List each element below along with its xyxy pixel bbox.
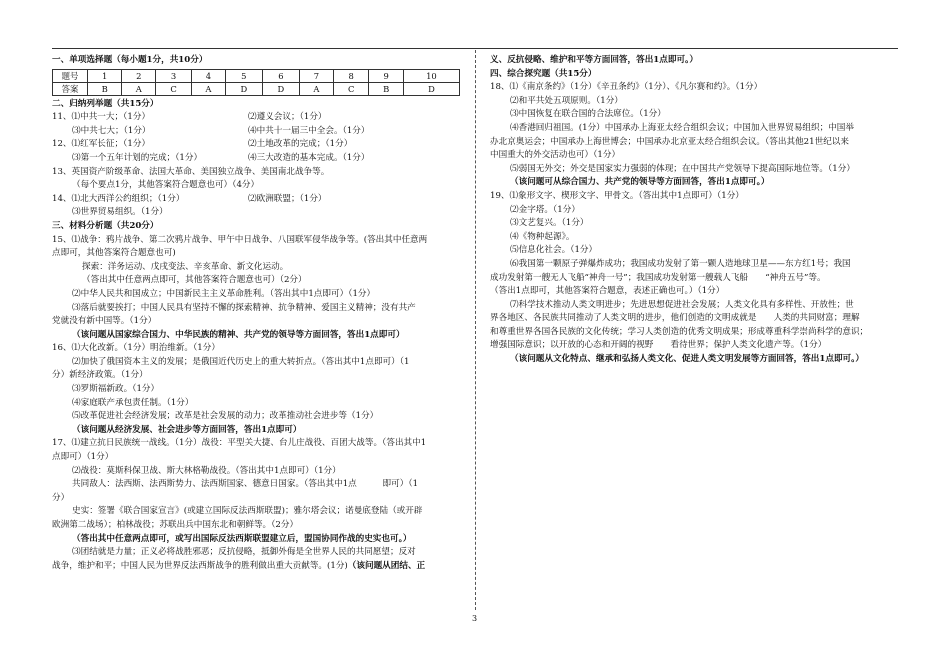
section3-title: 三、材料分析题（共20分） bbox=[52, 220, 159, 231]
answer-line: 17、⑴建立抗日民族统一战线。（1分）战役：平型关大捷、台儿庄战役、百团大战等。（答出其中1 bbox=[52, 438, 427, 449]
answer-line: ⑵金字塔。（1分） bbox=[510, 204, 580, 215]
answer-note: （该问题从国家综合国力、中华民族的精神、共产党的领导等方面回答，答出1点即可） bbox=[72, 329, 405, 340]
answer-line: ⑺科学技术推动人类文明进步；先进思想促进社会发展；人类文化具有多样性、开放性；世 bbox=[510, 299, 854, 310]
page-number: 3 bbox=[472, 614, 478, 623]
answer-line: 11、⑴中共一大；（1分） bbox=[52, 112, 151, 123]
section2-title: 二、归纳列举题（共15分） bbox=[52, 98, 159, 109]
answer-line: ⑶第一个五年计划的完成；（1分） bbox=[72, 152, 203, 163]
answer-note: （该问题可从综合国力、共产党的领导等方面回答，答出1点即可。） bbox=[510, 177, 770, 188]
answer-line: 探索：洋务运动、戊戌变法、辛亥革命、新文化运动。 bbox=[82, 261, 289, 272]
answer-line: ⑵遵义会议；（1分） bbox=[248, 112, 327, 123]
answer-table bbox=[52, 69, 460, 96]
answer-line: ⑶落后就要挨打；中国人民具有坚持不懈的探索精神、抗争精神、爱国主义精神；没有共产 bbox=[72, 302, 416, 313]
answer-line: ⑵中华人民共和国成立；中国新民主主义革命胜利。（答出其中1点即可）（1分） bbox=[72, 288, 376, 299]
answer-line: 共同敌人：法西斯、法西斯势力、法西斯国家、德意日国家。（答出其中1点 即可）（1 bbox=[72, 479, 419, 490]
table-cell: C bbox=[333, 82, 369, 95]
answer-line: ⑷香港回归祖国。(1分）中国承办上海亚太经合组织会议；中国加入世界贸易组织；中国举 bbox=[510, 122, 854, 133]
table-row-numbers bbox=[53, 69, 460, 82]
answer-line: ⑶中共七大；（1分） bbox=[72, 125, 151, 136]
table-cell: D bbox=[225, 82, 262, 95]
table-cell: A bbox=[122, 82, 156, 95]
q12-row2 bbox=[52, 152, 462, 166]
table-cell: 1 bbox=[88, 69, 122, 82]
table-cell: A bbox=[299, 82, 333, 95]
table-cell: 7 bbox=[299, 69, 333, 82]
answer-line: ⑷中共十一届三中全会。（1分） bbox=[248, 125, 370, 136]
table-cell: 10 bbox=[403, 69, 459, 82]
top-rule bbox=[52, 48, 898, 49]
answer-line: 点即可）（1分） bbox=[52, 452, 114, 463]
answer-line: 分） bbox=[52, 492, 70, 503]
answer-line: ⑵土地改革的完成；（1分） bbox=[248, 139, 353, 150]
answer-line: ⑶中国恢复在联合国的合法席位。（1分） bbox=[510, 109, 666, 120]
answer-line: （答出其中任意两点即可，其他答案符合题意也可）（2分） bbox=[82, 275, 307, 286]
table-cell: 2 bbox=[122, 69, 156, 82]
table-cell: 8 bbox=[333, 69, 369, 82]
right-column bbox=[490, 54, 900, 367]
answer-line: ⑶罗斯福新政。（1分） bbox=[72, 384, 160, 395]
answer-line: ⑵战役：莫斯科保卫战、斯大林格勒战役。（答出其中1点即可）（1分） bbox=[72, 465, 341, 476]
answer-line-mixed bbox=[52, 560, 462, 574]
answer-line: 14、⑴北大西洋公约组织；（1分） bbox=[52, 193, 185, 204]
table-cell: 6 bbox=[262, 69, 299, 82]
table-label-answer: 答案 bbox=[53, 82, 88, 95]
table-cell: 9 bbox=[369, 69, 403, 82]
table-cell: A bbox=[191, 82, 225, 95]
answer-line: 18、⑴《南京条约》（1分）《辛丑条约》（1分）、《凡尔赛和约》。（1分） bbox=[490, 82, 763, 93]
answer-line: 史实：签署《联合国家宣言》(或建立国际反法西斯联盟)；雅尔塔会议；诺曼底登陆（或开辟 bbox=[72, 506, 423, 517]
table-cell: 5 bbox=[225, 69, 262, 82]
table-cell: B bbox=[369, 82, 403, 95]
answer-note: （该问题从文化特点、继承和弘扬人类文化、促进人类文明发展等方面回答，答出1点即可。） bbox=[510, 354, 865, 365]
section4-title: 四、综合探究题（共15分） bbox=[490, 68, 597, 79]
answer-note: （该问题从团结、正 bbox=[347, 560, 426, 571]
answer-line: 办北京奥运会；中国承办上海世博会；中国承办北京亚太经合组织会议。（答出其他21世纪以来 bbox=[490, 136, 849, 147]
answer-line: ⑷《物种起源》。 bbox=[510, 231, 575, 242]
answer-line: ⑶团结就是力量；正义必将战胜邪恶；反抗侵略，抵御外侮是全世界人民的共同愿望；反对 bbox=[72, 547, 416, 558]
answer-line: ⑸信息化社会。（1分） bbox=[510, 245, 598, 256]
q14-row1 bbox=[52, 193, 462, 207]
answer-line: 界各地区、各民族共同推动了人类文明的进步，他们创造的文明成就是 人类的共同财富；理解 bbox=[490, 313, 860, 324]
table-cell: C bbox=[156, 82, 192, 95]
answer-line: ⑵欧洲联盟；（1分） bbox=[248, 193, 327, 204]
answer-line: ⑸改革促进社会经济发展；改革是社会发展的动力；改革推动社会进步等（1分） bbox=[72, 411, 379, 422]
answer-note: 义、反抗侵略、维护和平等方面回答，答出1点即可。） bbox=[490, 55, 698, 65]
q11-row1 bbox=[52, 111, 462, 125]
answer-line: 和尊重世界各国各民族的文化传统；学习人类创造的优秀文明成果；形成尊重科学崇尚科学的意识； bbox=[490, 326, 869, 337]
answer-line: ⑷家庭联产承包责任制。（1分） bbox=[72, 397, 194, 408]
answer-line: 15、⑴战争：鸦片战争、第二次鸦片战争、甲午中日战争、八国联军侵华战争等。(答出其中任意两 bbox=[52, 234, 428, 245]
answer-line: 19、⑴象形文字、楔形文字、甲骨文。（答出其中1点即可）（1分） bbox=[490, 190, 744, 201]
table-cell: 4 bbox=[191, 69, 225, 82]
table-label-number: 题号 bbox=[53, 69, 88, 82]
answer-note: （该问题从经济发展、社会进步等方面回答，答出1点即可） bbox=[72, 424, 302, 435]
answer-line: 12、⑴红军长征；（1分） bbox=[52, 139, 151, 150]
answer-line: ⑷三大改造的基本完成。（1分） bbox=[248, 152, 370, 163]
answer-note: （答出其中任意两点即可，或写出国际反法西斯联盟建立后，盟国协同作战的史实也可。） bbox=[72, 533, 412, 544]
q11-row2 bbox=[52, 125, 462, 139]
answer-line: ⑹我国第一颗原子弹爆炸成功；我国成功发射了第一颗人造地球卫星——东方红1号；我国 bbox=[510, 258, 851, 269]
answer-line: 战争，维护和平；中国人民为世界反法西斯战争的胜利做出重大贡献等。(1分) bbox=[52, 560, 348, 571]
answer-line: 中国重大的外交活动也可）（1分） bbox=[490, 150, 621, 161]
q12-row1 bbox=[52, 138, 462, 152]
answer-line: 16、⑴大化改新。（1分）明治维新。（1分） bbox=[52, 343, 220, 354]
answer-line: 成功发射第一艘无人飞船“神舟一号”；我国成功发射第一艘载人飞船 “神舟五号”等。 bbox=[490, 272, 826, 283]
answer-line: （每个要点1分，其他答案符合题意也可）（4分） bbox=[72, 180, 260, 191]
answer-line: 13、英国资产阶级革命、法国大革命、美国独立战争、美国南北战争等。 bbox=[52, 166, 330, 177]
table-cell: D bbox=[262, 82, 299, 95]
answer-line: ⑶文艺复兴。（1分） bbox=[510, 218, 589, 229]
section1-title: 一、单项选择题（每小题1分，共10分） bbox=[52, 55, 208, 65]
answer-line: ⑵和平共处五项原则。（1分） bbox=[510, 95, 623, 106]
answer-line: ⑵加快了俄国资本主义的发展；是俄国近代历史上的重大转折点。（答出其中1点即可）（1 bbox=[72, 356, 410, 367]
answer-line: 党就没有新中国等。（1分） bbox=[52, 316, 157, 327]
table-cell: D bbox=[403, 82, 459, 95]
table-cell: 3 bbox=[156, 69, 192, 82]
table-row-answers bbox=[53, 82, 460, 95]
answer-line: 点即可，其他答案符合题意也可) bbox=[52, 248, 176, 259]
answer-line: （答出1点即可，其他答案符合题意，表述正确也可。）（1分） bbox=[490, 286, 725, 297]
left-column bbox=[52, 54, 462, 573]
answer-line: 分）新经济政策。（1分） bbox=[52, 370, 148, 381]
answer-line: 欧洲第二战场）；柏林战役；苏联出兵中国东北和朝鲜等。（2分） bbox=[52, 520, 299, 530]
answer-line: 增强国际意识；以开放的心态和开阔的视野 看待世界；保护人类文化遗产等。（1分） bbox=[490, 340, 827, 351]
answer-line: ⑸弱国无外交；外交是国家实力强弱的体现；在中国共产党领导下提高国际地位等。（1分） bbox=[510, 163, 855, 174]
answer-line: ⑶世界贸易组织。（1分） bbox=[72, 207, 168, 218]
table-cell: B bbox=[88, 82, 122, 95]
column-divider bbox=[475, 50, 476, 610]
